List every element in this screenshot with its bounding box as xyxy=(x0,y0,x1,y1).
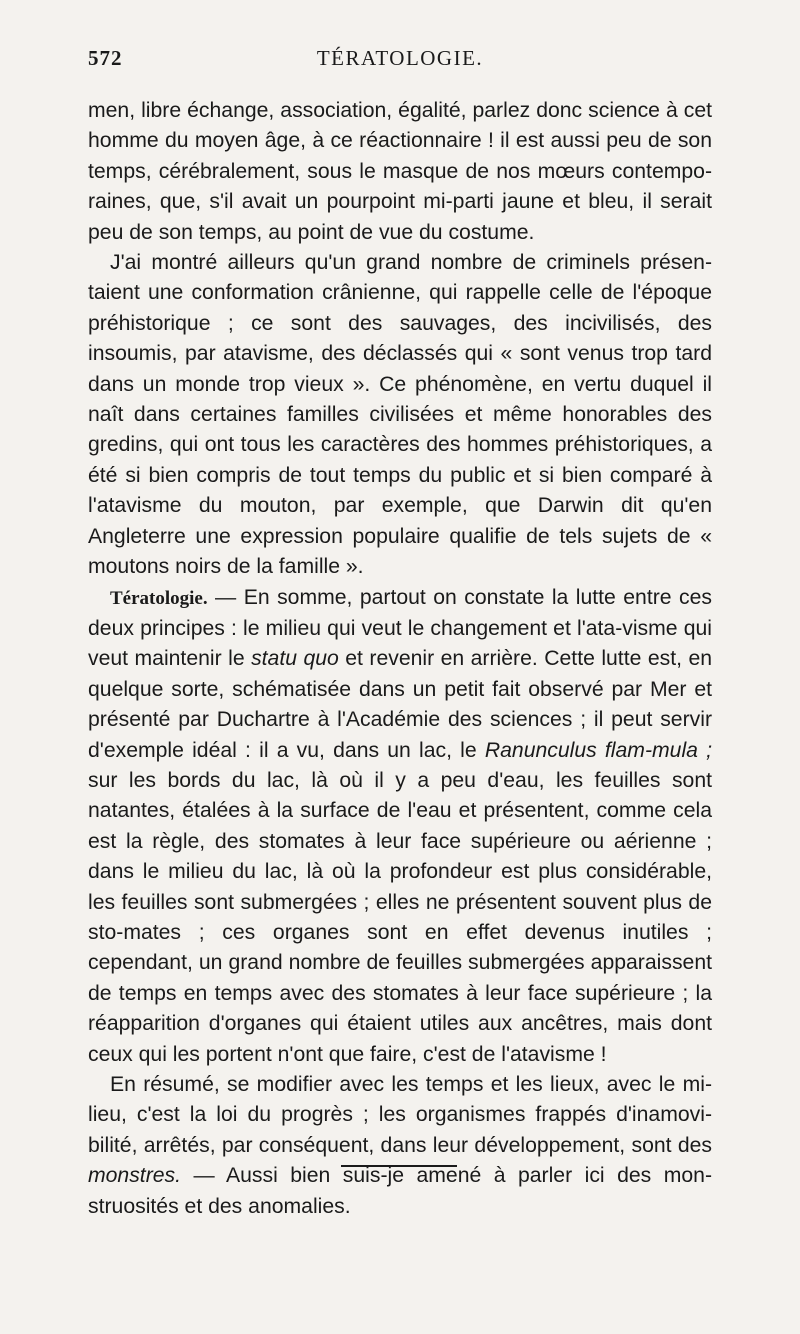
paragraph-3-mid: et revenir en arrière. Cette lutte est, en quelque sorte, schématisée dans un petit fait observé par Mer et présenté par Duchartre à l'Académie des sciences ; il peut servir d'exemple idéal : il a vu, dans un lac, le xyxy=(88,647,713,762)
paragraph-3-tail: sur les bords du lac, là où il y a peu d'eau, les feuilles sont natantes, étalées à la surface de l'eau et présentent, comme cela est la règle, des stomates à leur face supérieure ou aérienne ; dans le milieu du lac, là où la profondeur est plus considérable, les feuilles sont submergées ; elles ne présentent souvent plus de sto-mates ; ces organes sont en effet devenus inutiles ; cependant, un grand nombre de feuilles submergées apparaissent de temps en temps avec des stomates à leur face supérieure ; la réapparition d'organes qui étaient utiles aux ancêtres, mais dont ceux qui les portent n'ont que faire, c'est de l'atavisme ! xyxy=(88,768,712,1066)
body-text xyxy=(88,96,712,1222)
italic-statu-quo: statu quo xyxy=(251,647,339,671)
paragraph-4 xyxy=(88,1070,712,1222)
italic-monstres: monstres. xyxy=(88,1164,182,1188)
paragraph-3-lead: — En somme, partout on constate la lutte entre ces deux principes : le milieu qui veut le changement et l'ata-visme qui veut maintenir le xyxy=(88,585,712,671)
paragraph-2: J'ai montré ailleurs qu'un grand nombre de criminels présen-taient une conformation crânienne, qui rappelle celle de l'époque préhistorique ; ce sont des sauvages, des incivilisés, des insoumis, par atavisme, des déclassés qui « sont venus trop tard dans un monde trop vieux ». Ce phénomène, en vertu duquel il naît dans certaines familles civilisées et même honorables des gredins, qui ont tous les caractères des hommes préhistoriques, a été si bien compris de tout temps du public et si bien comparé à l'atavisme du mouton, par exemple, que Darwin dit qu'en Angleterre une expression populaire qualifie de tels sujets de « moutons noirs de la famille ». xyxy=(88,251,712,579)
end-rule xyxy=(341,1165,457,1167)
section-heading: Tératologie. xyxy=(110,587,208,609)
running-title: TÉRATOLOGIE. xyxy=(316,46,484,70)
paragraph-4-lead: En résumé, se modifier avec les temps et les lieux, avec le mi-lieu, c'est la loi du progrès ; les organismes frappés d'inamovi-bilité, arrêtés, par conséquent, dans leur développement, sont des xyxy=(88,1073,712,1157)
page-number: 572 xyxy=(88,46,123,70)
italic-ranunculus: Ranunculus flam-mula ; xyxy=(484,738,712,762)
paragraph-4-tail: — Aussi bien suis-je amené à parler ici des mon-struosités et des anomalies. xyxy=(88,1164,712,1218)
paragraph-3 xyxy=(88,583,712,1071)
running-head xyxy=(88,46,712,82)
paragraph-1: men, libre échange, association, égalité, parlez donc science à cet homme du moyen âge, à ce réactionnaire ! il est aussi peu de son temps, cérébralement, sous le masque de nos mœurs contempo-raines, que, s'il avait un pourpoint mi-parti jaune et bleu, il serait peu de son temps, au point de vue du costume. xyxy=(88,99,712,244)
book-page xyxy=(88,46,712,1222)
